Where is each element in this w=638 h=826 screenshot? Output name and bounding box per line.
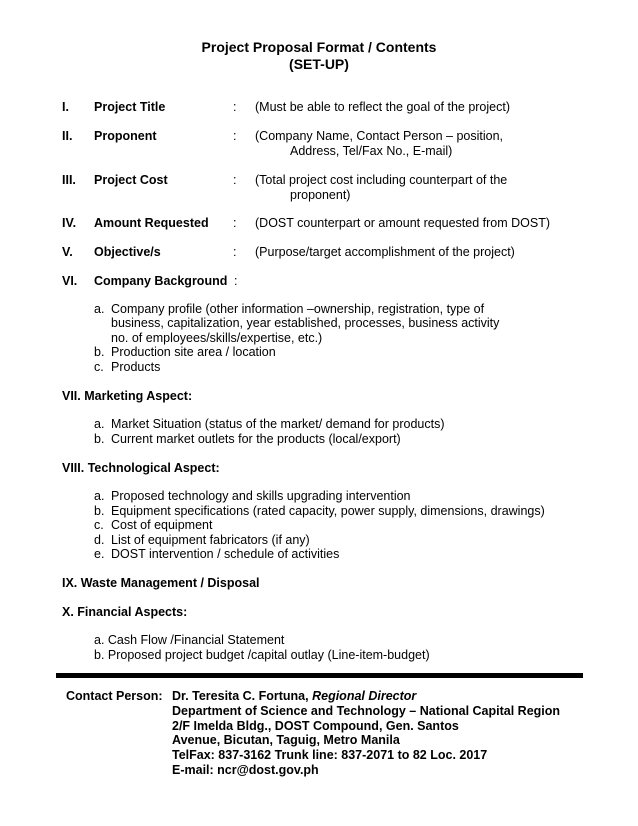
page-title: Project Proposal Format / Contents: [201, 39, 437, 55]
item-description: (DOST counterpart or amount requested from DOST): [255, 216, 551, 230]
section-colon: :: [234, 274, 238, 288]
contact-name-line: [172, 689, 416, 704]
contact-label: Contact Person:: [66, 689, 163, 703]
section-number: VI.: [62, 274, 78, 288]
item-number: IV.: [62, 216, 77, 230]
item-label: Objective/s: [94, 245, 161, 259]
item-colon: :: [233, 100, 237, 114]
item-number: II.: [62, 129, 73, 143]
list-letter: e.: [94, 547, 105, 561]
contact-line: Department of Science and Technology – National Capital Region: [172, 704, 561, 718]
contact-line: Avenue, Bicutan, Taguig, Metro Manila: [172, 733, 400, 747]
list-item: Cost of equipment: [111, 518, 213, 532]
item-description: proponent): [290, 188, 351, 202]
contact-line: 2/F Imelda Bldg., DOST Compound, Gen. Santos: [172, 719, 459, 733]
item-number: III.: [62, 173, 76, 187]
divider: [56, 673, 583, 678]
list-item: Current market outlets for the products (local/export): [111, 432, 401, 446]
list-letter: a.: [94, 302, 105, 316]
list-item: List of equipment fabricators (if any): [111, 533, 310, 547]
list-letter: b.: [94, 345, 105, 359]
section-heading: VIII. Technological Aspect:: [62, 461, 220, 475]
section-heading: VII. Marketing Aspect:: [62, 389, 193, 403]
section-heading: IX. Waste Management / Disposal: [62, 576, 260, 590]
list-letter: c.: [94, 518, 104, 532]
item-description: (Purpose/target accomplishment of the project): [255, 245, 515, 259]
list-letter: d.: [94, 533, 105, 547]
list-item: no. of employees/skills/expertise, etc.): [111, 331, 323, 345]
list-item: Equipment specifications (rated capacity, power supply, dimensions, drawings): [111, 504, 545, 518]
list-item: Market Situation (status of the market/ demand for products): [111, 417, 445, 431]
item-description: (Must be able to reflect the goal of the project): [255, 100, 510, 114]
list-item: Company profile (other information –ownership, registration, type of: [111, 302, 485, 316]
list-letter: a.: [94, 489, 105, 503]
list-item: Production site area / location: [111, 345, 276, 359]
list-letter: b.: [94, 504, 105, 518]
list-letter: b.: [94, 432, 105, 446]
list-item: DOST intervention / schedule of activities: [111, 547, 340, 561]
section-heading: Company Background: [94, 274, 228, 288]
item-description: Address, Tel/Fax No., E-mail): [290, 144, 453, 158]
item-label: Project Cost: [94, 173, 168, 187]
contact-name: Dr. Teresita C. Fortuna,: [172, 689, 309, 703]
page-subtitle: (SET-UP): [289, 56, 349, 72]
item-colon: :: [233, 245, 237, 259]
section-heading: X. Financial Aspects:: [62, 605, 188, 619]
item-number: I.: [62, 100, 69, 114]
contact-line: TelFax: 837-3162 Trunk line: 837-2071 to 82 Loc. 2017: [172, 748, 488, 762]
item-colon: :: [233, 216, 237, 230]
list-item: Products: [111, 360, 161, 374]
item-description: (Company Name, Contact Person – position,: [255, 129, 504, 143]
item-label: Proponent: [94, 129, 157, 143]
item-colon: :: [233, 173, 237, 187]
contact-email: E-mail: ncr@dost.gov.ph: [172, 763, 319, 777]
list-item: Proposed technology and skills upgrading intervention: [111, 489, 411, 503]
item-number: V.: [62, 245, 73, 259]
list-item: business, capitalization, year established, processes, business activity: [111, 316, 500, 330]
item-label: Amount Requested: [94, 216, 209, 230]
contact-role: Regional Director: [312, 689, 417, 703]
list-item: a. Cash Flow /Financial Statement: [94, 633, 285, 647]
item-description: (Total project cost including counterpart of the: [255, 173, 508, 187]
list-item: b. Proposed project budget /capital outlay (Line-item-budget): [94, 648, 430, 662]
list-letter: a.: [94, 417, 105, 431]
list-letter: c.: [94, 360, 104, 374]
item-colon: :: [233, 129, 237, 143]
item-label: Project Title: [94, 100, 166, 114]
